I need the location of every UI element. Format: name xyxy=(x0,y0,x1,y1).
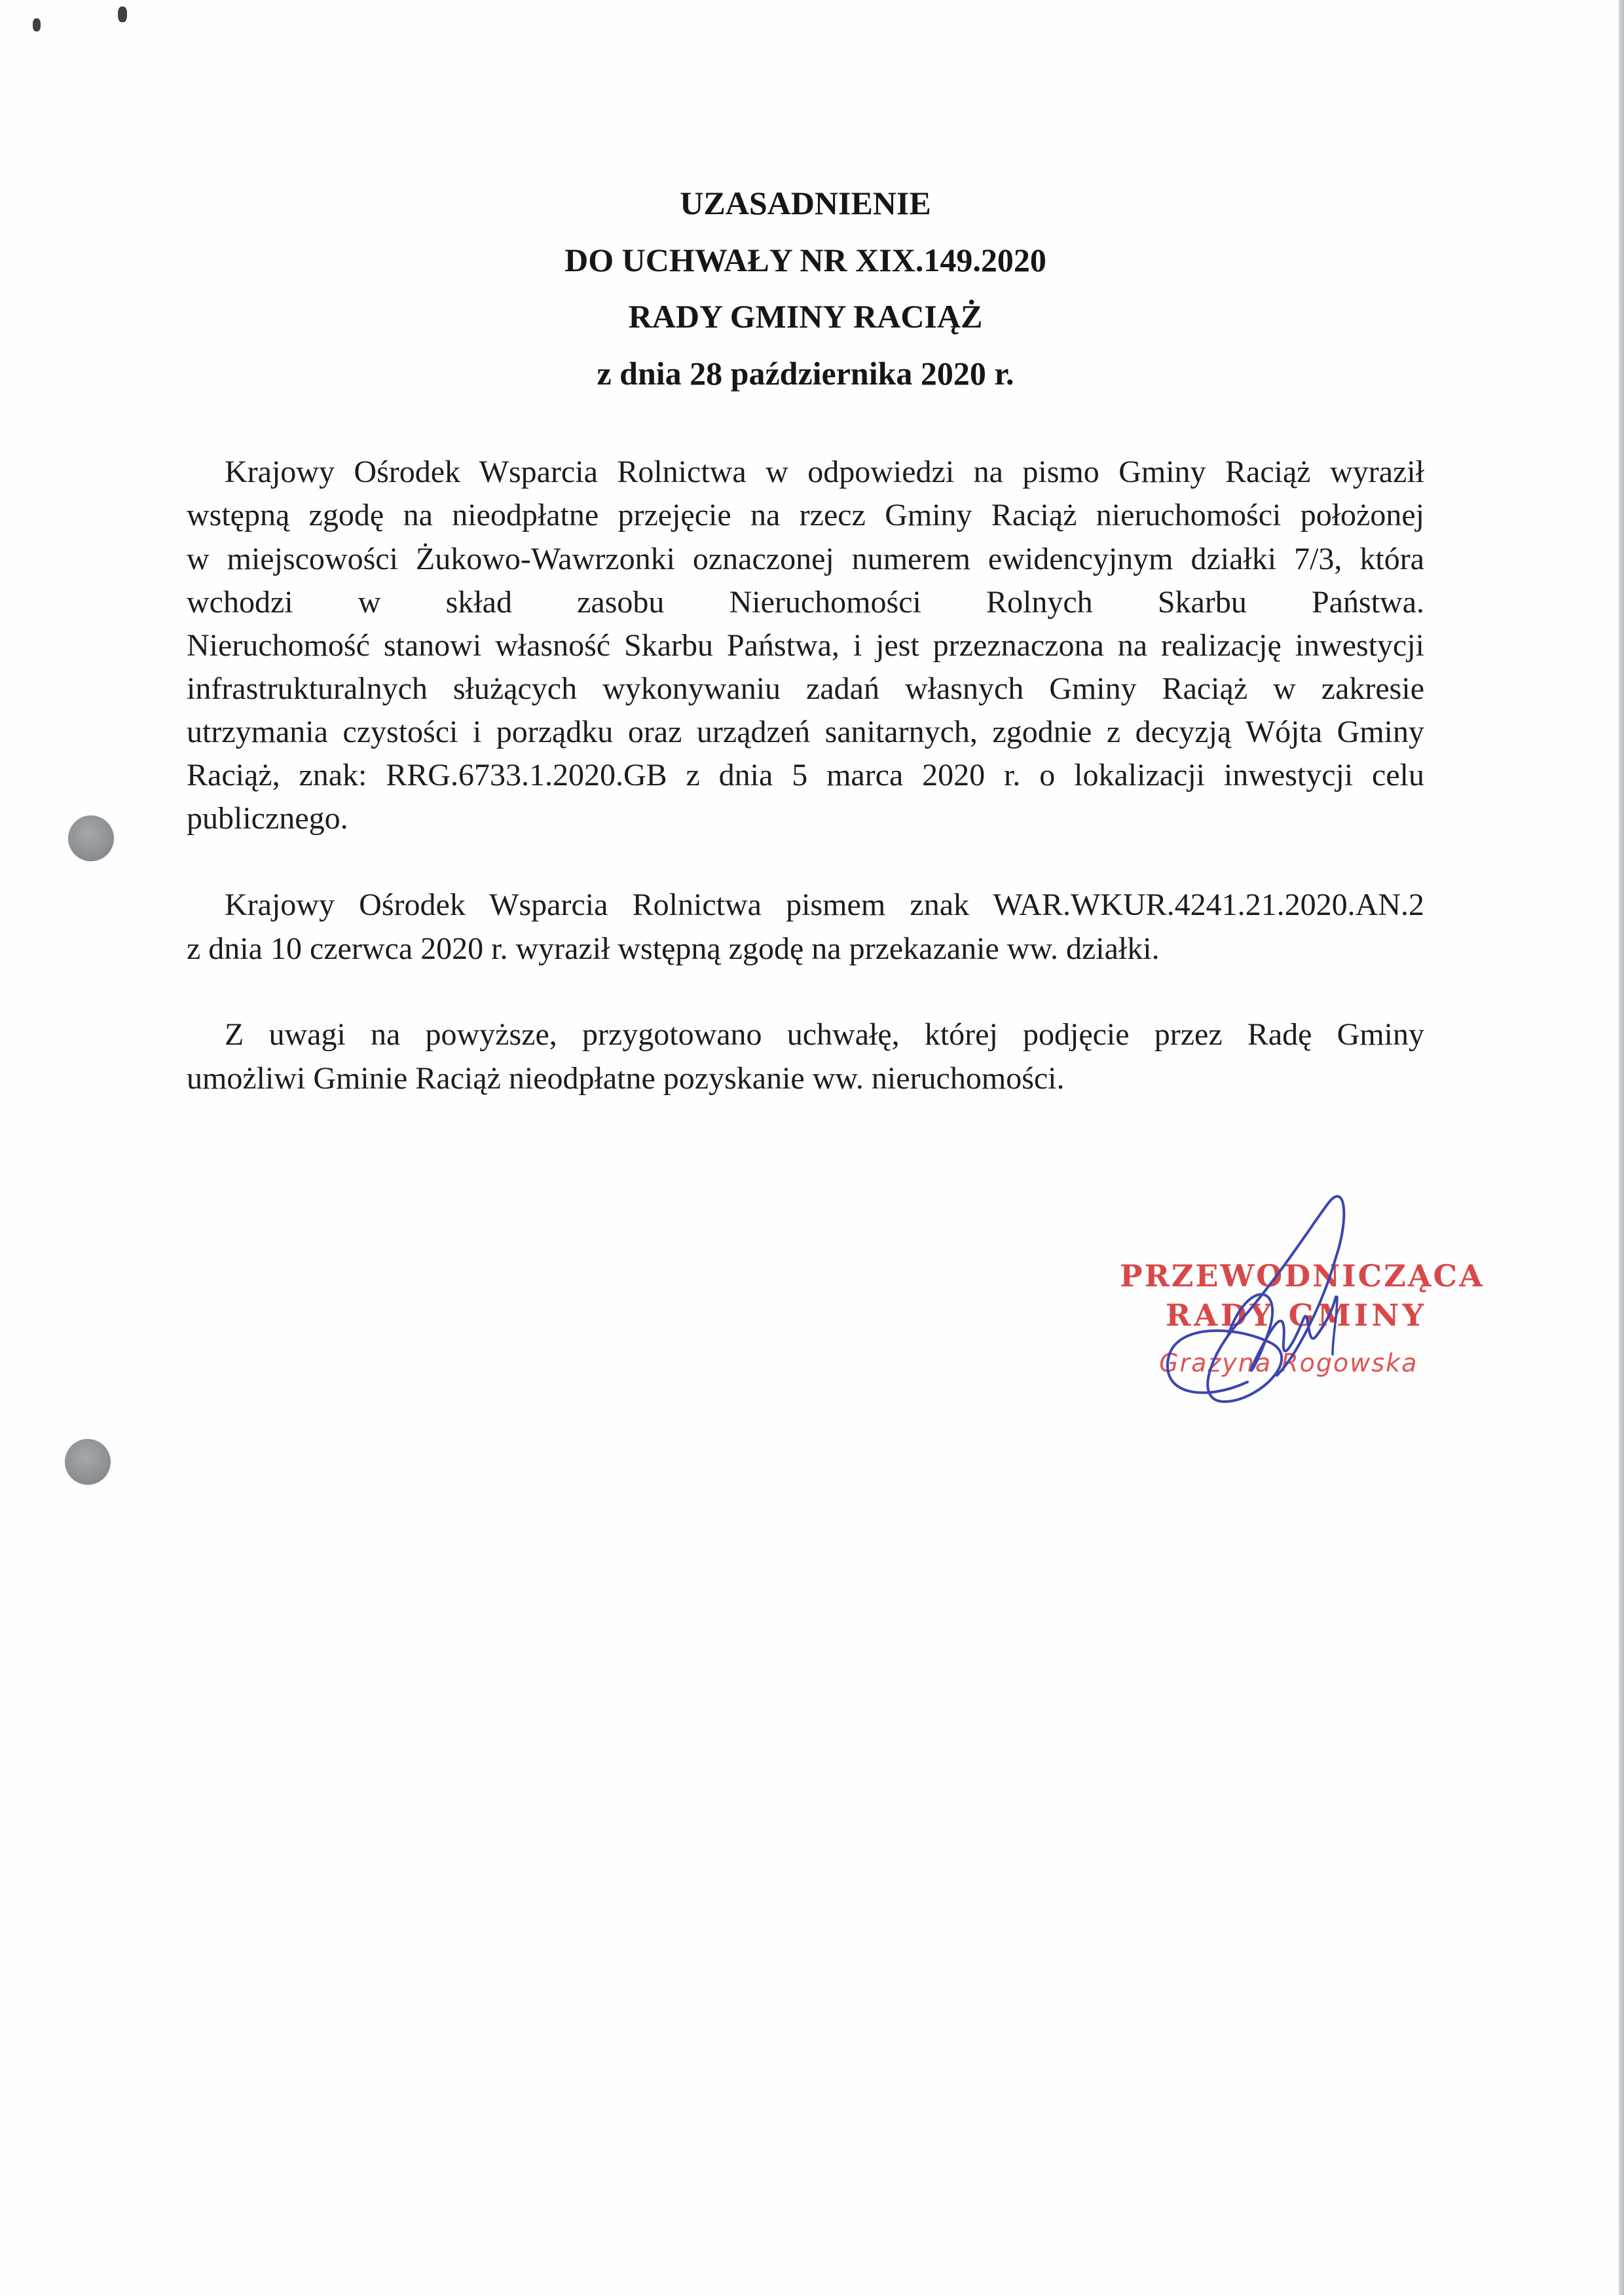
signature-stroke xyxy=(1168,1197,1344,1402)
paragraph-line: Raciąż, znak: RRG.6733.1.2020.GB z dnia 5 marca 2020 r. o lokalizacji inwestycji celu xyxy=(187,758,1424,793)
resolution-date: z dnia 28 października 2020 r. xyxy=(597,355,1014,392)
stamp-subtitle: RADY GMINY xyxy=(1166,1297,1428,1333)
paragraph-line: Z uwagi na powyższe, przygotowano uchwałę, której podjęcie przez Radę Gminy xyxy=(225,1017,1424,1052)
paragraph-line: Krajowy Ośrodek Wsparcia Rolnictwa w odpowiedzi na pismo Gminy Raciąż wyraził xyxy=(225,455,1424,489)
paragraph-line: umożliwi Gminie Raciąż nieodpłatne pozyskanie ww. nieruchomości. xyxy=(187,1061,1065,1096)
paragraph-line: Krajowy Ośrodek Wsparcia Rolnictwa pismem znak WAR.WKUR.4241.21.2020.AN.2 xyxy=(225,887,1424,922)
paragraph-line: Nieruchomość stanowi własność Skarbu Państwa, i jest przeznaczona na realizację inwestycji xyxy=(187,628,1424,663)
scan-edge xyxy=(1619,0,1624,2295)
paragraph-line: wchodzi w skład zasobu Nieruchomości Rolnych Skarbu Państwa. xyxy=(187,585,1424,620)
council-name: RADY GMINY RACIĄŻ xyxy=(628,298,983,335)
scan-mark-right xyxy=(118,7,127,22)
handwritten-signature xyxy=(1107,1179,1447,1428)
scan-mark-left xyxy=(33,18,41,31)
stamp-name: Grażyna Rogowska xyxy=(1159,1349,1418,1377)
resolution-number: DO UCHWAŁY NR XIX.149.2020 xyxy=(564,242,1046,278)
paragraph-line: w miejscowości Żukowo-Wawrzonki oznaczonej numerem ewidencyjnym działki 7/3, która xyxy=(187,542,1424,576)
stamp-title: PRZEWODNICZĄCA xyxy=(1120,1258,1485,1294)
paragraph-line: infrastrukturalnych służących wykonywaniu zadań własnych Gminy Raciąż w zakresie xyxy=(187,671,1424,706)
paragraph-line: wstępną zgodę na nieodpłatne przejęcie na rzecz Gminy Raciąż nieruchomości położonej xyxy=(187,498,1424,532)
paragraph-line: utrzymania czystości i porządku oraz urządzeń sanitarnych, zgodnie z decyzją Wójta Gminy xyxy=(187,715,1424,749)
punch-hole-top xyxy=(68,815,114,861)
paragraph-line: publicznego. xyxy=(187,801,348,836)
paragraph-line: z dnia 10 czerwca 2020 r. wyraził wstępną zgodę na przekazanie ww. działki. xyxy=(187,931,1160,966)
official-stamp xyxy=(1107,1179,1485,1428)
document-title: UZASADNIENIE xyxy=(680,185,931,221)
punch-hole-bottom xyxy=(65,1439,111,1485)
